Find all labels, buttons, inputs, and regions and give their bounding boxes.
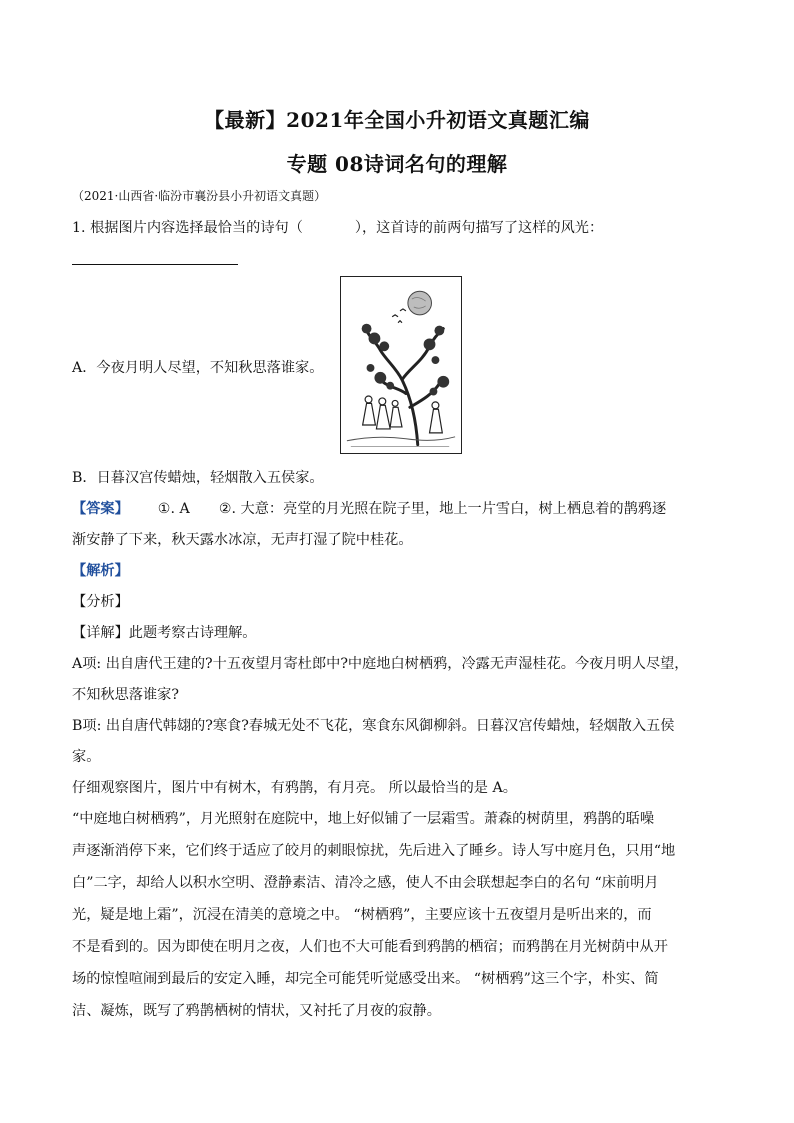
paragraph-line-4: 光，疑是地上霜”，沉浸在清美的意境之中。 “树栖鸦”，主要应该十五夜望月是听出来的，而 <box>72 907 652 923</box>
document-subtitle: 专题 08诗词名句的理解 <box>286 152 508 176</box>
paragraph-line-2: 声逐渐消停下来，它们终于适应了皎月的刺眼惊扰，先后进入了睡乡。诗人写中庭月色，只用“地 <box>72 843 676 859</box>
fill-in-line <box>72 264 238 265</box>
analysis-label: 【解析】 <box>72 563 129 579</box>
detail-label: 【详解】 <box>72 625 129 641</box>
answer-label: 【答案】 <box>72 501 129 517</box>
answer-part-1: ①. A <box>157 501 190 517</box>
observation-text: 仔细观察图片，图片中有树木，有鸦鹊，有月亮。 所以最恰当的是 A。 <box>72 780 517 796</box>
question-text-before: 根据图片内容选择最恰当的诗句（ <box>90 220 303 236</box>
option-a-explanation-2: 不知秋思落谁家? <box>72 687 179 703</box>
paragraph-line-1: “中庭地白树栖鸦”，月光照射在庭院中，地上好似铺了一层霜雪。萧森的树荫里，鸦鹊的聒噪 <box>72 811 655 827</box>
question-text-after: ），这首诗的前两句描写了这样的风光： <box>354 220 604 236</box>
detail-text: 此题考察古诗理解。 <box>128 625 257 641</box>
option-a: A．今夜月明人尽望，不知秋思落谁家。 <box>72 360 324 376</box>
paragraph-line-5: 不是看到的。因为即使在明月之夜，人们也不大可能看到鸦鹊的栖宿；而鸦鹊在月光树荫中从开 <box>72 939 668 955</box>
option-a-explanation-1: A项: 出自唐代王建的?十五夜望月寄杜郎中?中庭地白树栖鸦，冷露无声湿桂花。今夜月明人尽望， <box>72 656 689 672</box>
option-b: B．日暮汉宫传蜡烛，轻烟散入五侯家。 <box>72 470 324 486</box>
answer-line-1 <box>72 499 732 519</box>
fenxi-label: 【分析】 <box>72 594 129 610</box>
option-b-explanation-2: 家。 <box>72 749 101 765</box>
answer-part-2: ②. 大意：亮堂的月光照在院子里，地上一片雪白，树上栖息着的鹊鸦逐 <box>218 501 667 517</box>
question-number: 1. <box>72 220 86 236</box>
detail-line <box>72 623 732 643</box>
paragraph-line-3: 白”二字，却给人以积水空明、澄静素洁、清冷之感，使人不由会联想起李白的名句 “床前明月 <box>72 875 659 891</box>
answer-line-2: 渐安静了下来，秋天露水冰凉，无声打湿了院中桂花。 <box>72 532 413 548</box>
option-b-explanation-1: B项: 出自唐代韩翃的?寒食?春城无处不飞花，寒食东风御柳斜。日暮汉宫传蜡烛，轻烟散入五侯 <box>72 718 675 734</box>
question-source: （2021·山西省·临汾市襄汾县小升初语文真题） <box>72 189 327 203</box>
question-stem <box>72 218 732 238</box>
document-title: 【最新】2021年全国小升初语文真题汇编 <box>204 108 590 132</box>
paragraph-line-7: 洁、凝炼，既写了鸦鹊栖树的情状，又衬托了月夜的寂静。 <box>72 1003 441 1019</box>
paragraph-line-6: 场的惊惶喧闹到最后的安定入睡，却完全可能凭听觉感受出来。 “树栖鸦”这三个字，朴实、简 <box>72 971 659 987</box>
